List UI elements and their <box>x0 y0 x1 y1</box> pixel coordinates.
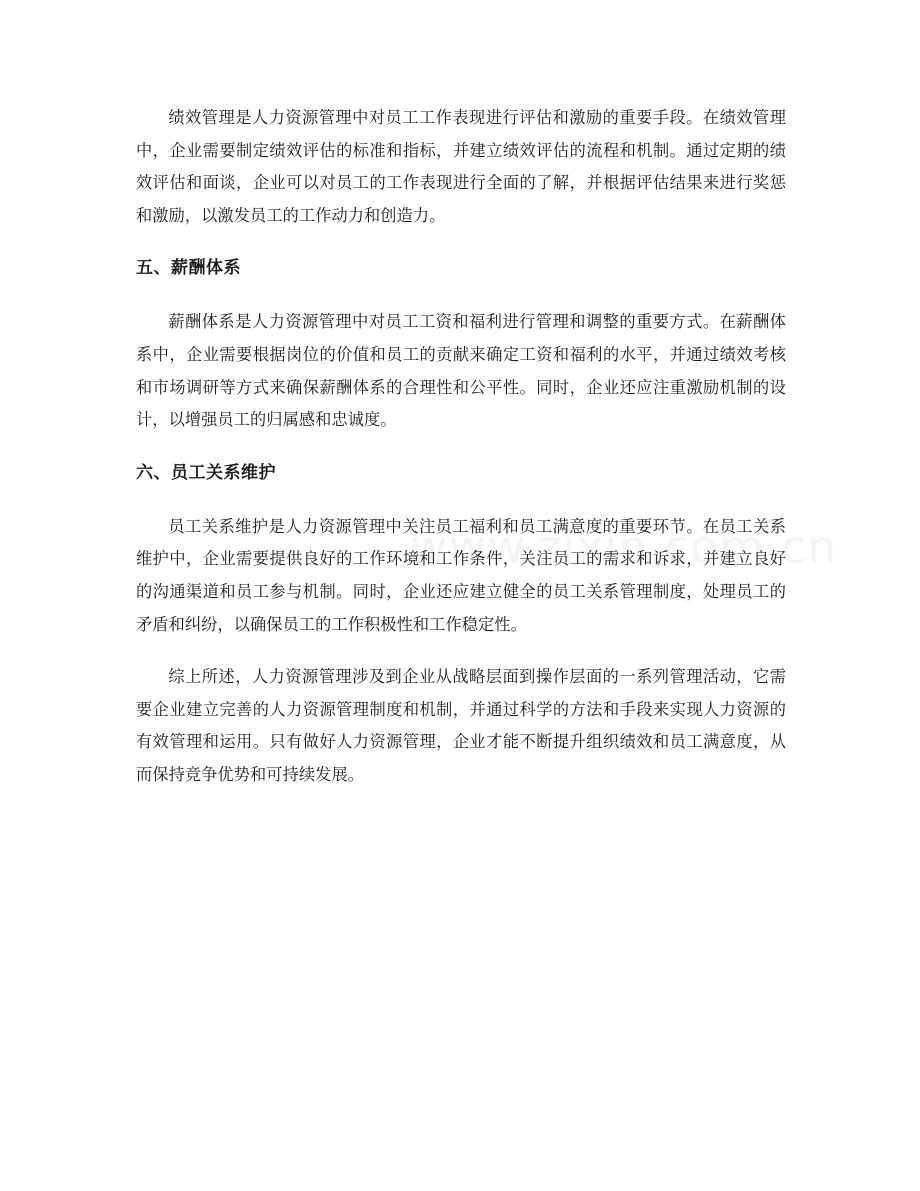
paragraph-compensation-system: 薪酬体系是人力资源管理中对员工工资和福利进行管理和调整的重要方式。在薪酬体系中，企业需要根据岗位的价值和员工的贡献来确定工资和福利的水平，并通过绩效考核和市场调研等方式来确保薪酬体系的合理性和公平性。同时，企业还应注重激励机制的设计，以增强员工的归属感和忠诚度。 <box>136 312 786 430</box>
spacer <box>136 284 786 306</box>
section-heading-employee-relations: 六、员工关系维护 <box>136 462 276 483</box>
spacer <box>136 489 786 511</box>
document-body <box>136 102 786 792</box>
watermark-text <box>410 520 837 574</box>
section-heading-compensation: 五、薪酬体系 <box>136 258 241 279</box>
spacer <box>136 641 786 661</box>
spacer <box>136 437 786 457</box>
paragraph-performance-management: 绩效管理是人力资源管理中对员工工作表现进行评估和激励的重要手段。在绩效管理中，企业需要制定绩效评估的标准和指标，并建立绩效评估的流程和机制。通过定期的绩效评估和面谈，企业可以对员工的工作表现进行全面的了解，并根据评估结果来进行奖惩和激励，以激发员工的工作动力和创造力。 <box>136 108 786 225</box>
spacer <box>136 232 786 252</box>
paragraph-conclusion: 综上所述，人力资源管理涉及到企业从战略层面到操作层面的一系列管理活动，它需要企业建立完善的人力资源管理制度和机制，并通过科学的方法和手段来实现人力资源的有效管理和运用。只有做好人力资源管理，企业才能不断提升组织绩效和员工满意度，从而保持竞争优势和可持续发展。 <box>136 667 786 784</box>
paragraph-employee-relations: 员工关系维护是人力资源管理中关注员工福利和员工满意度的重要环节。在员工关系维护中，企业需要提供良好的工作环境和工作条件，关注员工的需求和诉求，并建立良好的沟通渠道和员工参与机制。同时，企业还应建立健全的员工关系管理制度，处理员工的矛盾和纠纷，以确保员工的工作积极性和工作稳定性。 <box>136 516 786 634</box>
